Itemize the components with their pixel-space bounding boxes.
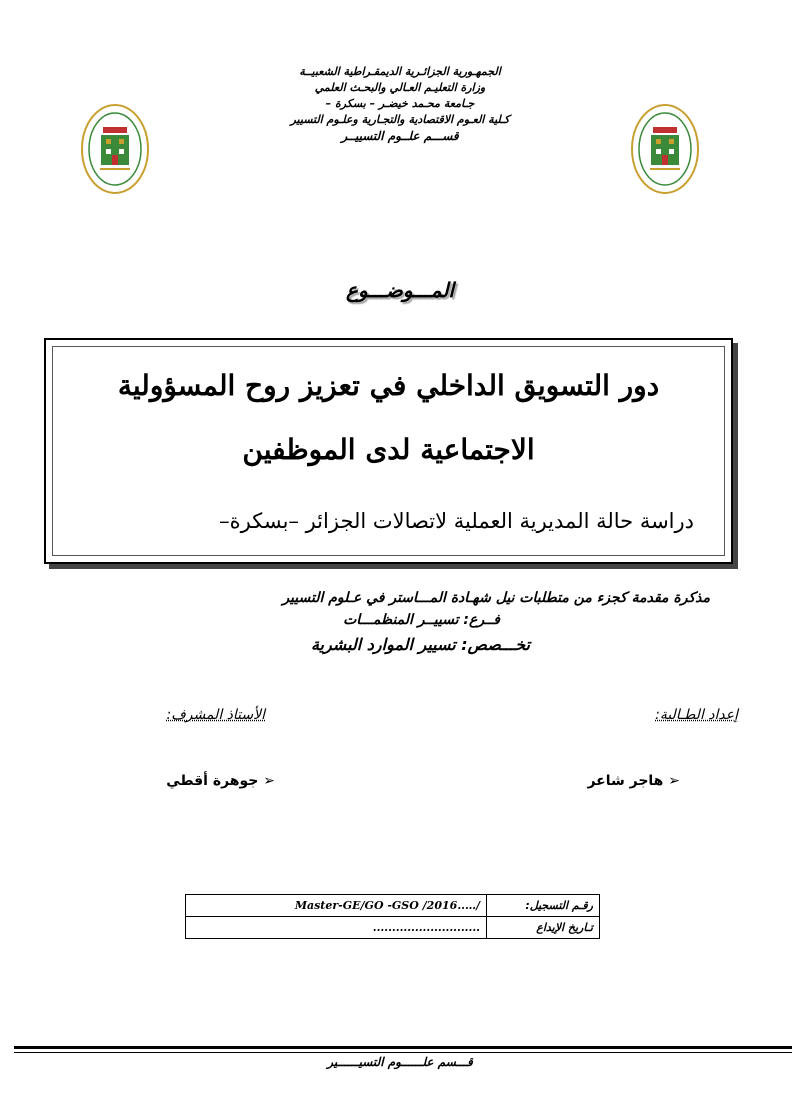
registration-number-label: رقـم التسجيل: <box>487 895 600 917</box>
supervisor-name-row <box>166 773 275 789</box>
footer-divider-thin <box>14 1052 792 1053</box>
footer-department: قـــسم علــــــوم التسيــــــير <box>327 1055 473 1069</box>
university-logo-right <box>630 103 700 195</box>
thesis-title-line2: الاجتماعية لدى الموظفين <box>242 433 535 466</box>
title-box <box>44 338 733 564</box>
memo-branch-line: فــرع: تسييــر المنظمـــات <box>343 612 500 628</box>
student-name-row <box>587 773 680 789</box>
university-logo-left <box>80 103 150 195</box>
student-name: هاجر شاعر <box>587 773 664 789</box>
deposit-date-label: تـاريخ الإيداع <box>487 917 600 939</box>
header-republic: الجمهـورية الجزائـرية الديمقـراطية الشعبيــة <box>299 65 501 78</box>
table-row <box>186 917 600 939</box>
memo-specialty-line: تخـــصص: تسيير الموارد البشرية <box>310 635 530 654</box>
header-faculty: كـلية العـوم الاقتصادية والتجـارية وعلـوم التسيير <box>290 113 510 126</box>
header-university: جـامعة محـمد خيضـر – بسكرة – <box>325 97 475 110</box>
table-row <box>186 895 600 917</box>
registration-table <box>185 894 600 939</box>
thesis-subtitle: دراسة حالة المديرية العملية لاتصالات الجزائر –بسكرة– <box>219 509 694 533</box>
header-ministry: وزارة التعليـم العـالي والبحـث العلمي <box>314 81 486 94</box>
supervisor-name: جوهرة أقطي <box>166 773 259 789</box>
title-box-inner <box>52 346 725 556</box>
thesis-title-line1: دور التسويق الداخلي في تعزيز روح المسؤولية <box>117 369 660 402</box>
topic-heading: المـــوضـــوع <box>346 278 454 302</box>
memo-degree-line: مذكرة مقدمة كجزء من متطلبات نيل شهـادة المـــاستر في عـلوم التسيير <box>282 590 710 606</box>
deposit-date-value: ............................ <box>186 917 487 939</box>
header-department: قســـم علــوم التسييــر <box>341 129 459 143</box>
student-label: إعداد الطـالبة: <box>655 707 738 723</box>
bullet-arrow-icon: ➢ <box>668 773 680 789</box>
footer-divider-thick <box>14 1046 792 1049</box>
bullet-arrow-icon: ➢ <box>263 773 275 789</box>
header-block <box>200 64 600 144</box>
supervisor-label: الأستاذ المشرف: <box>166 707 265 723</box>
registration-number-value: /…..Master-GE/GO -GSO /2016 <box>186 895 487 917</box>
